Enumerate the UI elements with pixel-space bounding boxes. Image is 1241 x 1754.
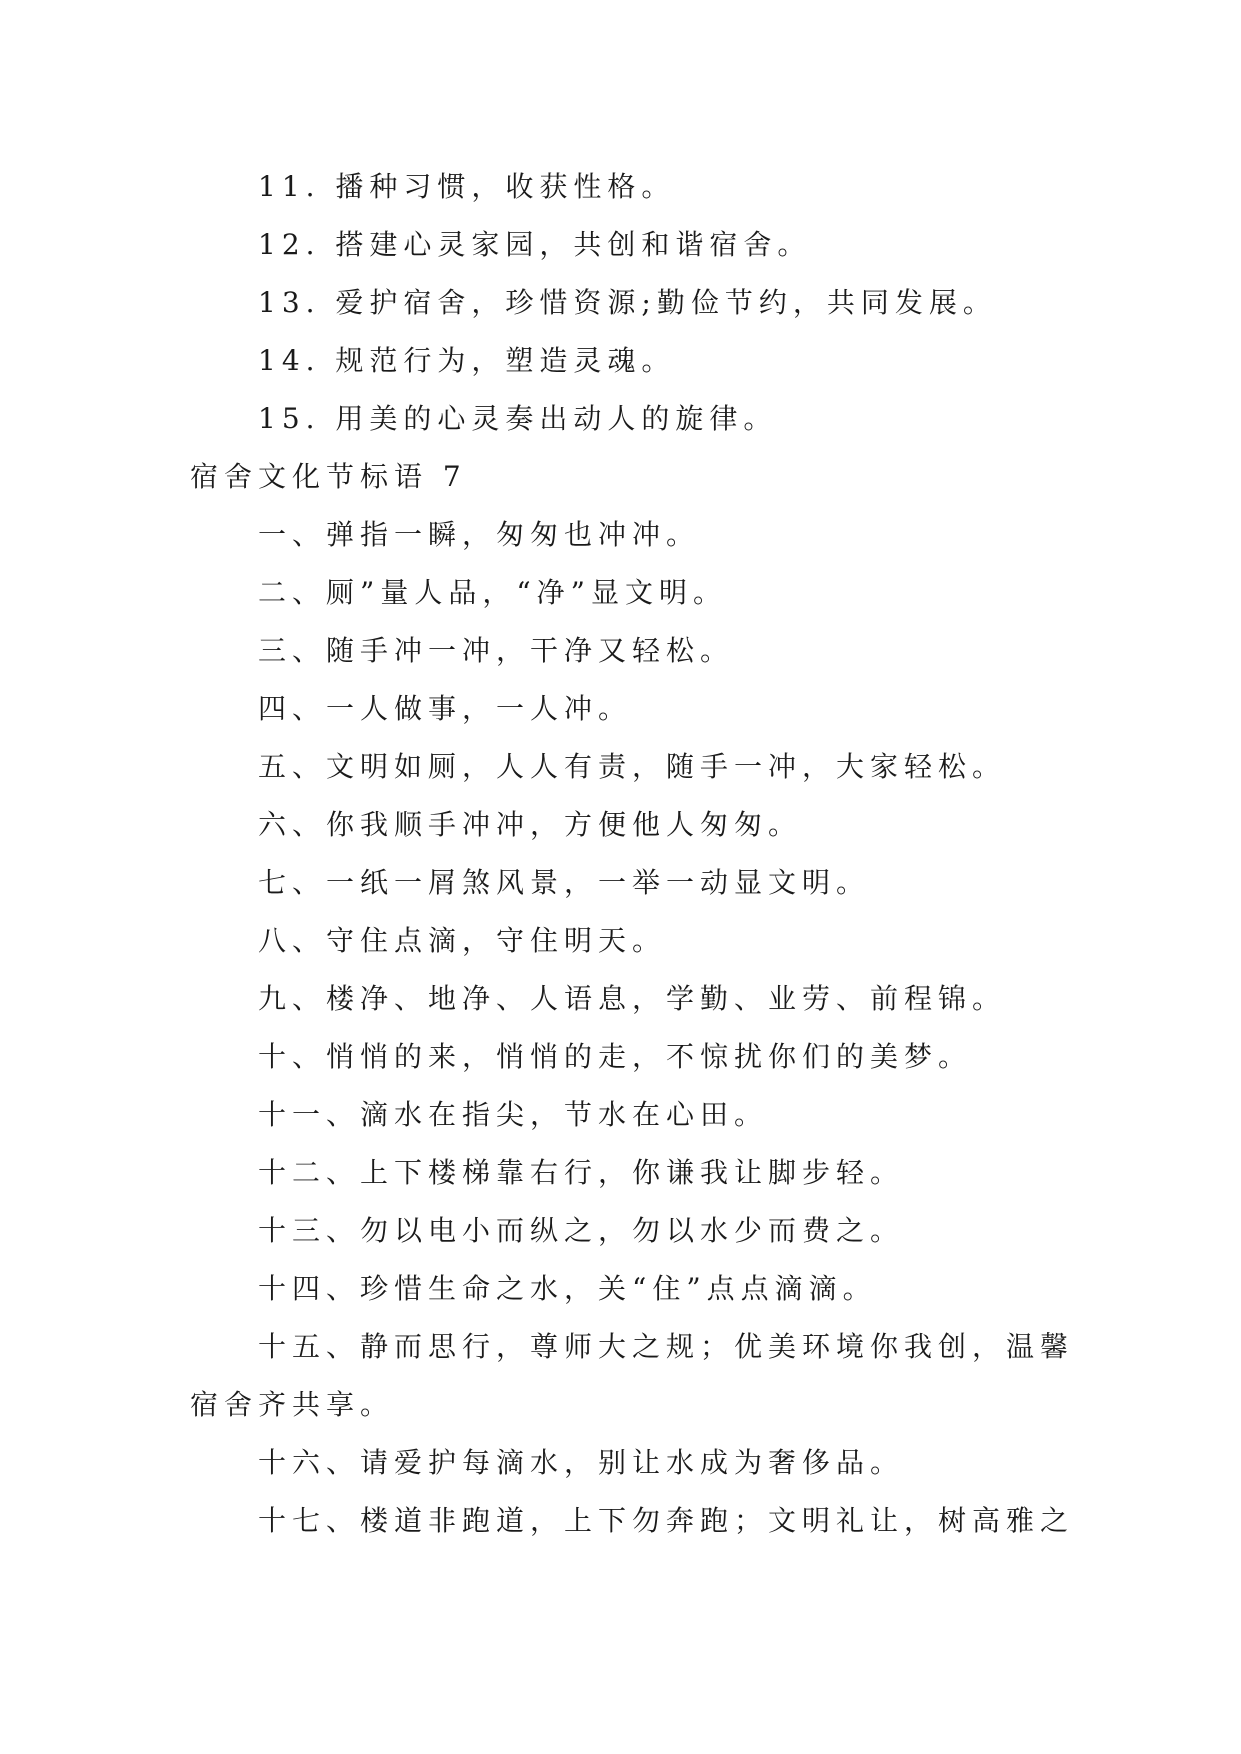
text-line: 十一、滴水在指尖，节水在心田。: [258, 1098, 769, 1131]
text-line: 七、一纸一屑煞风景，一举一动显文明。: [258, 866, 871, 899]
text-line: 八、守住点滴，守住明天。: [258, 924, 667, 957]
text-line: 二、厕”量人品，“净”显文明。: [258, 576, 727, 609]
text-line: 六、你我顺手冲冲，方便他人匆匆。: [258, 808, 803, 841]
text-line: 一、弹指一瞬，匆匆也冲冲。: [258, 518, 701, 551]
text-line: 四、一人做事，一人冲。: [258, 692, 633, 725]
text-line: 十、悄悄的来，悄悄的走，不惊扰你们的美梦。: [258, 1040, 973, 1073]
text-line: 十三、勿以电小而纵之，勿以水少而费之。: [258, 1214, 905, 1247]
text-line: 十四、珍惜生命之水，关“住”点点滴滴。: [258, 1272, 877, 1305]
text-line: 13. 爱护宿舍，珍惜资源;勤俭节约，共同发展。: [258, 286, 997, 319]
text-line: 12. 搭建心灵家园，共创和谐宿舍。: [258, 228, 812, 261]
text-line: 九、楼净、地净、人语息，学勤、业劳、前程锦。: [258, 982, 1007, 1015]
text-line: 14. 规范行为，塑造灵魂。: [258, 344, 676, 377]
text-line: 三、随手冲一冲，干净又轻松。: [258, 634, 735, 667]
text-line: 11. 播种习惯，收获性格。: [258, 170, 676, 203]
text-line: 十六、请爱护每滴水，别让水成为奢侈品。: [258, 1446, 905, 1479]
text-line: 五、文明如厕，人人有责，随手一冲，大家轻松。: [258, 750, 1007, 783]
text-line: 十七、楼道非跑道，上下勿奔跑；文明礼让，树高雅之: [258, 1504, 1075, 1537]
section-heading: 宿舍文化节标语 7: [190, 460, 467, 493]
text-line-continuation: 宿舍齐共享。: [190, 1388, 395, 1421]
text-line: 十五、静而思行，尊师大之规；优美环境你我创，温馨: [258, 1330, 1075, 1363]
text-line: 十二、上下楼梯靠右行，你谦我让脚步轻。: [258, 1156, 905, 1189]
text-line: 15. 用美的心灵奏出动人的旋律。: [258, 402, 778, 435]
